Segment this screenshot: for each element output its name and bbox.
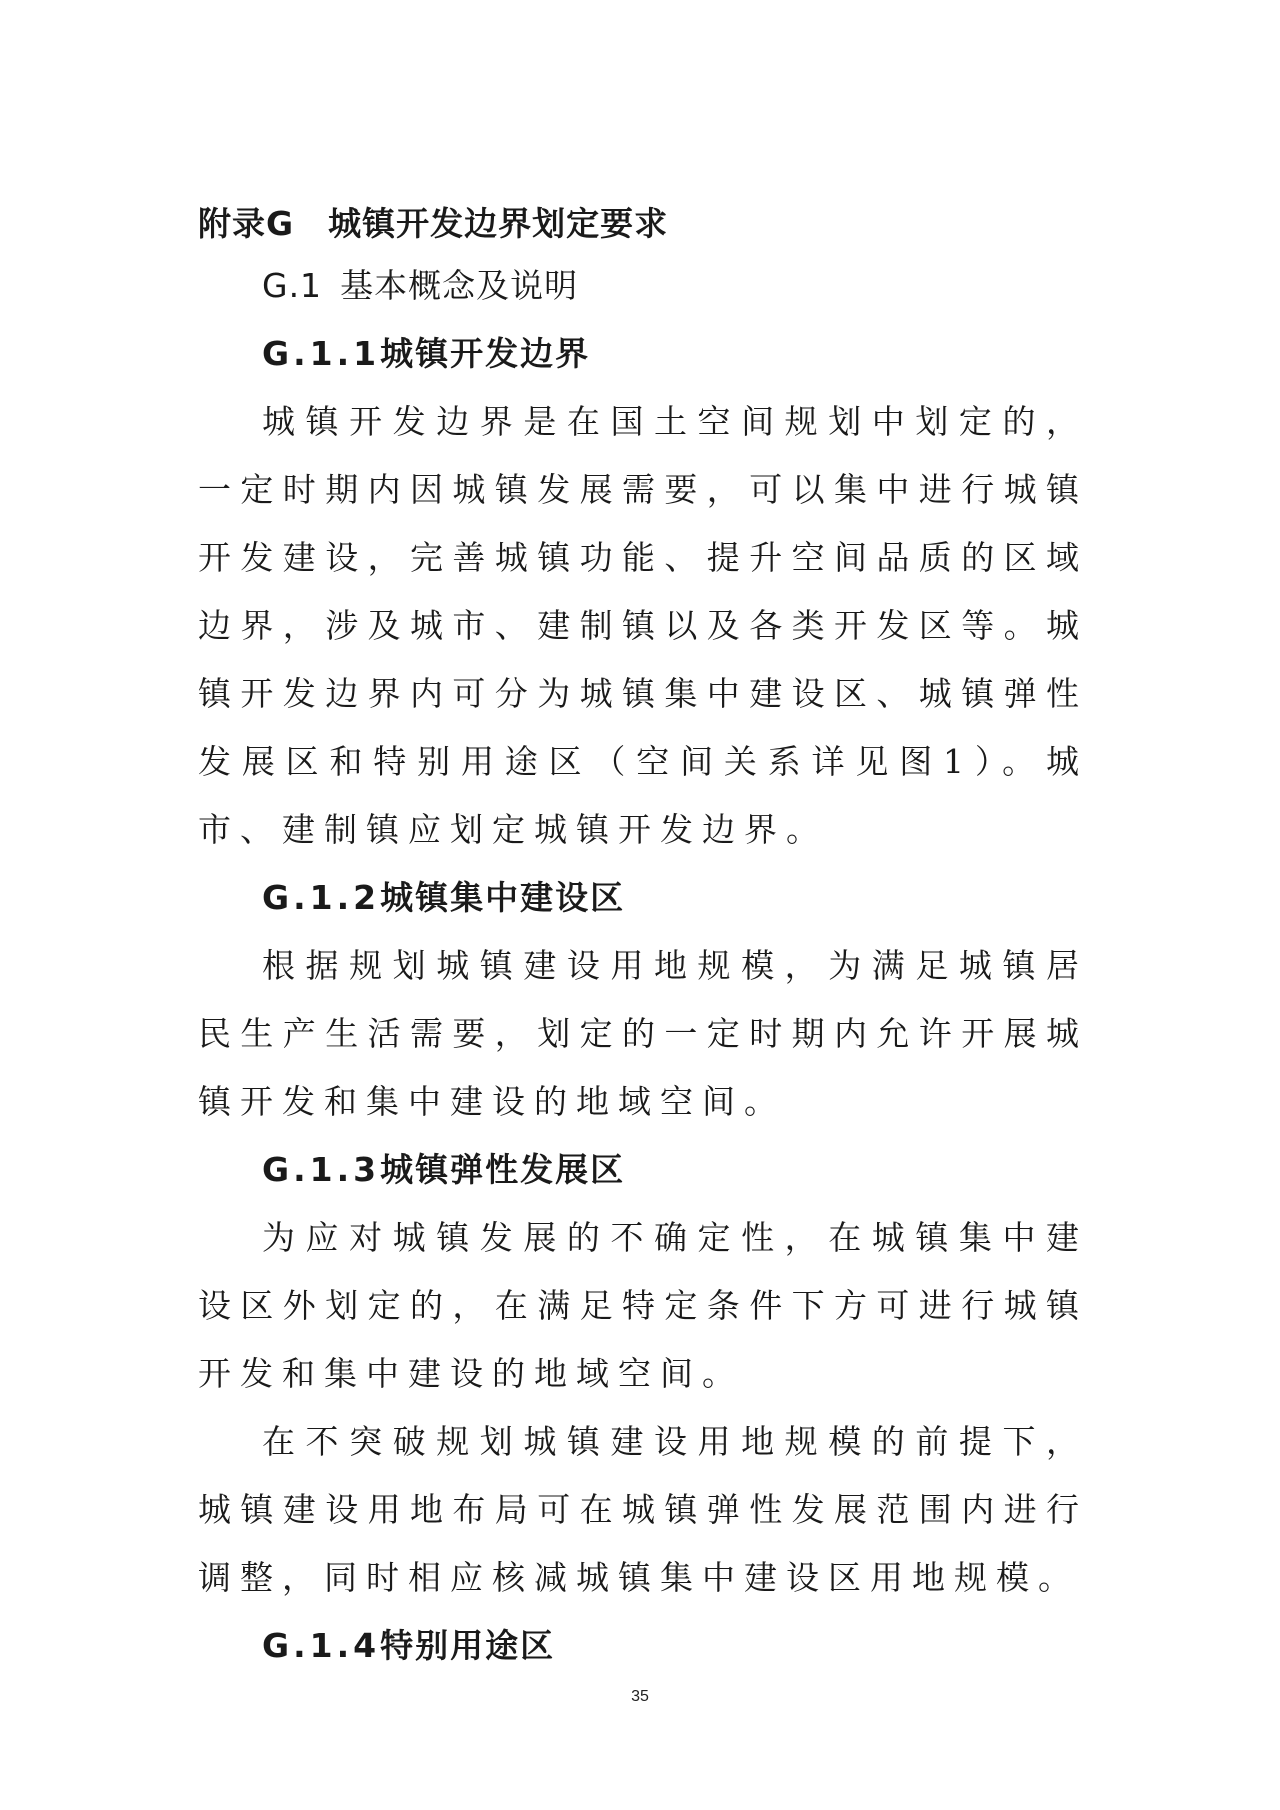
paragraph-g1-3-a: 为应对城镇发展的不确定性，在城镇集中建设区外划定的，在满足特定条件下方可进行城镇开发和集中建设的地域空间。 (198, 1218, 1088, 1393)
appendix-label: 附录G (198, 204, 295, 243)
appendix-title-text: 城镇开发边界划定要求 (328, 204, 669, 243)
section-heading-g1 (198, 252, 1088, 320)
section-title: 基本概念及说明 (340, 266, 579, 305)
section-number: G.1.2 (262, 878, 381, 917)
paragraph-g1-1: 城镇开发边界是在国土空间规划中划定的，一定时期内因城镇发展需要，可以集中进行城镇开发建设，完善城镇功能、提升空间品质的区域边界，涉及城市、建制镇以及各类开发区等。城镇开发边界内可分为城镇集中建设区、城镇弹性发展区和特别用途区（空间关系详见图1）。城市、建制镇应划定城镇开发边界。 (198, 402, 1088, 849)
section-number: G.1.3 (262, 1150, 381, 1189)
page-content (198, 196, 1088, 1680)
section-heading-g1-1 (198, 320, 1088, 388)
section-title: 城镇开发边界 (380, 334, 591, 373)
section-title: 城镇集中建设区 (380, 878, 626, 917)
section-heading-g1-4 (198, 1612, 1088, 1680)
paragraph-g1-3-b: 在不突破规划城镇建设用地规模的前提下，城镇建设用地布局可在城镇弹性发展范围内进行调整，同时相应核减城镇集中建设区用地规模。 (198, 1422, 1088, 1597)
section-heading-g1-2 (198, 864, 1088, 932)
paragraph-g1-2: 根据规划城镇建设用地规模，为满足城镇居民生产生活需要，划定的一定时期内允许开展城镇开发和集中建设的地域空间。 (198, 946, 1088, 1121)
page-number: 35 (631, 1688, 649, 1705)
section-number: G.1.4 (262, 1626, 381, 1665)
section-number: G.1.1 (262, 334, 381, 373)
section-heading-g1-3 (198, 1136, 1088, 1204)
appendix-title (198, 196, 1088, 252)
section-title: 特别用途区 (380, 1626, 556, 1665)
section-number: G.1 (262, 266, 323, 305)
section-title: 城镇弹性发展区 (380, 1150, 626, 1189)
